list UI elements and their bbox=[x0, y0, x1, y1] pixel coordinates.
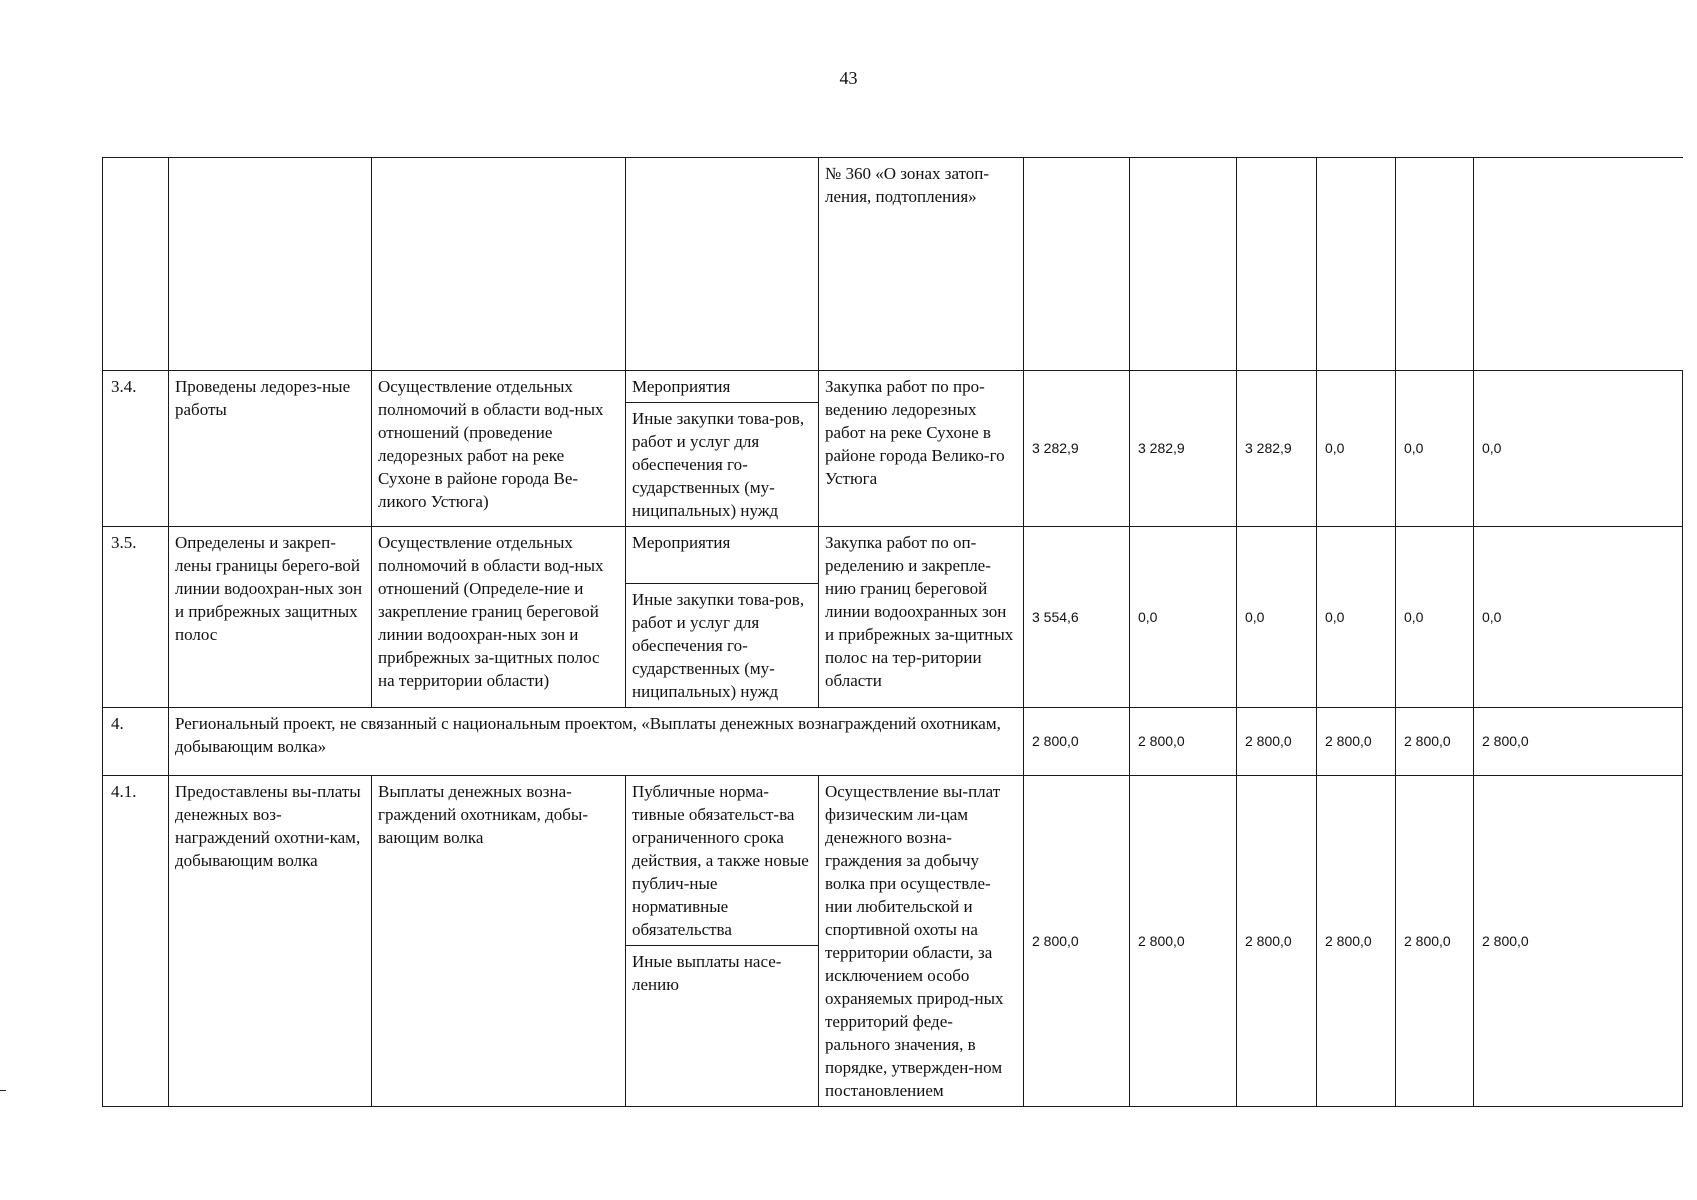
cell-value: 0,0 bbox=[1396, 527, 1474, 708]
cell-value: 0,0 bbox=[1317, 371, 1396, 527]
cell-value bbox=[1237, 158, 1317, 371]
table-row-4-1 bbox=[103, 776, 1683, 1107]
cell-value: 2 800,0 bbox=[1396, 776, 1474, 1107]
type-top: Мероприятия bbox=[626, 371, 818, 403]
cell-value: 3 282,9 bbox=[1024, 371, 1130, 527]
cell-type bbox=[626, 776, 819, 1107]
cell-value: 2 800,0 bbox=[1237, 776, 1317, 1107]
cell-value: 2 800,0 bbox=[1130, 776, 1237, 1107]
page-number: 43 bbox=[839, 68, 858, 88]
cell-value bbox=[1474, 158, 1683, 371]
cell-value: 2 800,0 bbox=[1024, 708, 1130, 776]
cell-task: Осуществление отдельных полномочий в области вод-ных отношений (Определе-ние и закрепление границ береговой линии водоохран-ных зон и прибрежных за-щитных полос на территории области) bbox=[372, 527, 626, 708]
cell-value: 0,0 bbox=[1237, 527, 1317, 708]
type-top: Публичные норма-тивные обязательст-ва ограниченного срока действия, а также новые публич-ные нормативные обязательства bbox=[626, 776, 818, 946]
cell-no: 3.5. bbox=[103, 527, 169, 708]
cell-value: 0,0 bbox=[1317, 527, 1396, 708]
cell-value: 2 800,0 bbox=[1237, 708, 1317, 776]
cell-value: 0,0 bbox=[1396, 371, 1474, 527]
program-table bbox=[102, 157, 1683, 1107]
type-bottom: Иные закупки това-ров, работ и услуг для обеспечения го-сударственных (му-ниципальных) нужд bbox=[632, 590, 805, 701]
cell-value: 3 554,6 bbox=[1024, 527, 1130, 708]
cell-value: 0,0 bbox=[1474, 371, 1683, 527]
cell-value: 3 282,9 bbox=[1130, 371, 1237, 527]
cell-value bbox=[1396, 158, 1474, 371]
cell-description: Закупка работ по про-ведению ледорезных работ на реке Сухоне в районе города Велико-го Устюга bbox=[819, 371, 1024, 527]
cell-no: 4. bbox=[103, 708, 169, 776]
cell-result: Предоставлены вы-платы денежных воз-награждений охотни-кам, добывающим волка bbox=[169, 776, 372, 1107]
cell-no: 3.4. bbox=[103, 371, 169, 527]
cell-value: 2 800,0 bbox=[1474, 708, 1683, 776]
cell-result bbox=[169, 158, 372, 371]
cell-value: 2 800,0 bbox=[1317, 776, 1396, 1107]
cell-type bbox=[626, 371, 819, 527]
cell-type bbox=[626, 158, 819, 371]
type-bottom: Иные закупки това-ров, работ и услуг для обеспечения го-сударственных (му-ниципальных) нужд bbox=[632, 409, 805, 520]
type-bottom: Иные выплаты насе-лению bbox=[632, 952, 782, 994]
cell-value: 2 800,0 bbox=[1130, 708, 1237, 776]
cell-value bbox=[1317, 158, 1396, 371]
cell-result: Определены и закреп-лены границы берего-вой линии водоохран-ных зон и прибрежных защитных полос bbox=[169, 527, 372, 708]
table-row-3-4 bbox=[103, 371, 1683, 527]
cell-value bbox=[1024, 158, 1130, 371]
cell-no bbox=[103, 158, 169, 371]
cell-task: Осуществление отдельных полномочий в области вод-ных отношений (проведение ледорезных работ на реке Сухоне в районе города Ве-ликого Устюга) bbox=[372, 371, 626, 527]
cell-value bbox=[1130, 158, 1237, 371]
cell-type bbox=[626, 527, 819, 708]
cell-value: 2 800,0 bbox=[1474, 776, 1683, 1107]
cell-value: 0,0 bbox=[1474, 527, 1683, 708]
cell-no: 4.1. bbox=[103, 776, 169, 1107]
cell-description: Осуществление вы-плат физическим ли-цам денежного возна-граждения за добычу волка при осуществле-нии любительской и спортивной охоты на территории области, за исключением особо охраняемых природ-ных территорий феде-рального значения, в порядке, утвержден-ном постановлением bbox=[819, 776, 1024, 1107]
cell-task: Выплаты денежных возна-граждений охотникам, добы-вающим волка bbox=[372, 776, 626, 1107]
cell-value: 2 800,0 bbox=[1317, 708, 1396, 776]
cell-value: 2 800,0 bbox=[1396, 708, 1474, 776]
type-top: Мероприятия bbox=[626, 527, 818, 584]
cell-result: Проведены ледорез-ные работы bbox=[169, 371, 372, 527]
cell-description: № 360 «О зонах затоп-ления, подтопления» bbox=[819, 158, 1024, 371]
cell-value: 2 800,0 bbox=[1024, 776, 1130, 1107]
table-row-3-5 bbox=[103, 527, 1683, 708]
cell-value: 0,0 bbox=[1130, 527, 1237, 708]
cell-description: Закупка работ по оп-ределению и закрепле-нию границ береговой линии водоохранных зон и прибрежных за-щитных полос на тер-ритории области bbox=[819, 527, 1024, 708]
table-row-4 bbox=[103, 708, 1683, 776]
margin-mark bbox=[0, 1090, 6, 1091]
cell-task bbox=[372, 158, 626, 371]
table-row-continuation bbox=[103, 158, 1683, 371]
project-title: Региональный проект, не связанный с национальным проектом, «Выплаты денежных вознаграждений охотникам, добывающим волка» bbox=[169, 708, 1024, 776]
cell-value: 3 282,9 bbox=[1237, 371, 1317, 527]
